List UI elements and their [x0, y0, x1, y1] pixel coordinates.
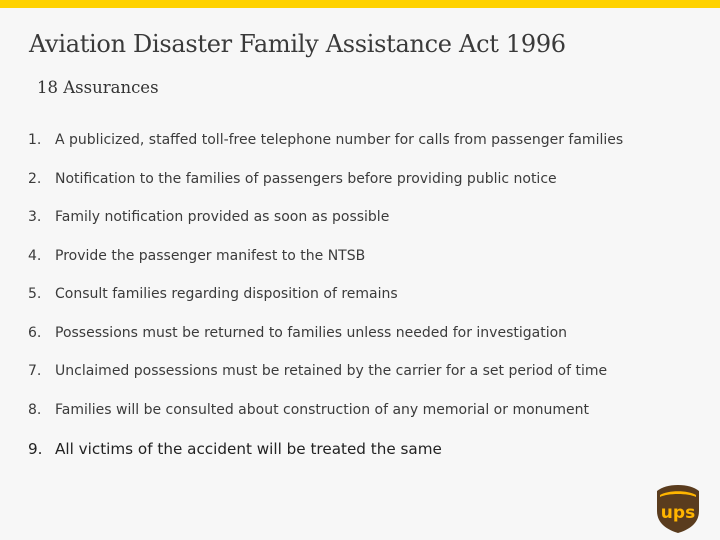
list-number: 5.	[28, 286, 42, 302]
list-text: Unclaimed possessions must be retained by the carrier for a set period of time	[55, 363, 608, 379]
list-text: Possessions must be returned to families unless needed for investigation	[55, 324, 568, 341]
logo-text: ups	[660, 503, 696, 523]
list-text: Families will be consulted about construction of any memorial or monument	[55, 401, 590, 418]
list-number: 7.	[28, 363, 42, 379]
list-item	[28, 286, 708, 325]
slide-title: Aviation Disaster Family Assistance Act 1996	[29, 30, 566, 58]
slide-subtitle: 18 Assurances	[37, 78, 159, 97]
assurance-list	[28, 132, 708, 479]
list-item	[28, 325, 708, 364]
top-accent-bar	[0, 0, 720, 8]
list-item	[28, 171, 708, 210]
list-number: 9.	[28, 440, 43, 458]
list-text: All victims of the accident will be treated the same	[55, 440, 442, 458]
list-text: Provide the passenger manifest to the NTSB	[55, 247, 366, 264]
list-number: 2.	[28, 170, 42, 187]
list-item	[28, 248, 708, 287]
list-text: Notification to the families of passengers before providing public notice	[55, 170, 557, 187]
list-text: A publicized, staffed toll-free telephone number for calls from passenger families	[55, 132, 624, 148]
list-text: Consult families regarding disposition of remains	[55, 286, 398, 302]
list-number: 1.	[28, 132, 42, 148]
list-number: 8.	[28, 401, 42, 418]
list-number: 4.	[28, 247, 42, 264]
list-item	[28, 440, 708, 479]
list-number: 6.	[28, 324, 42, 341]
ups-logo-icon	[656, 484, 700, 534]
list-item	[28, 402, 708, 441]
list-number: 3.	[28, 209, 42, 225]
list-item	[28, 209, 708, 248]
list-item	[28, 132, 708, 171]
list-text: Family notification provided as soon as possible	[55, 209, 390, 225]
list-item	[28, 363, 708, 402]
